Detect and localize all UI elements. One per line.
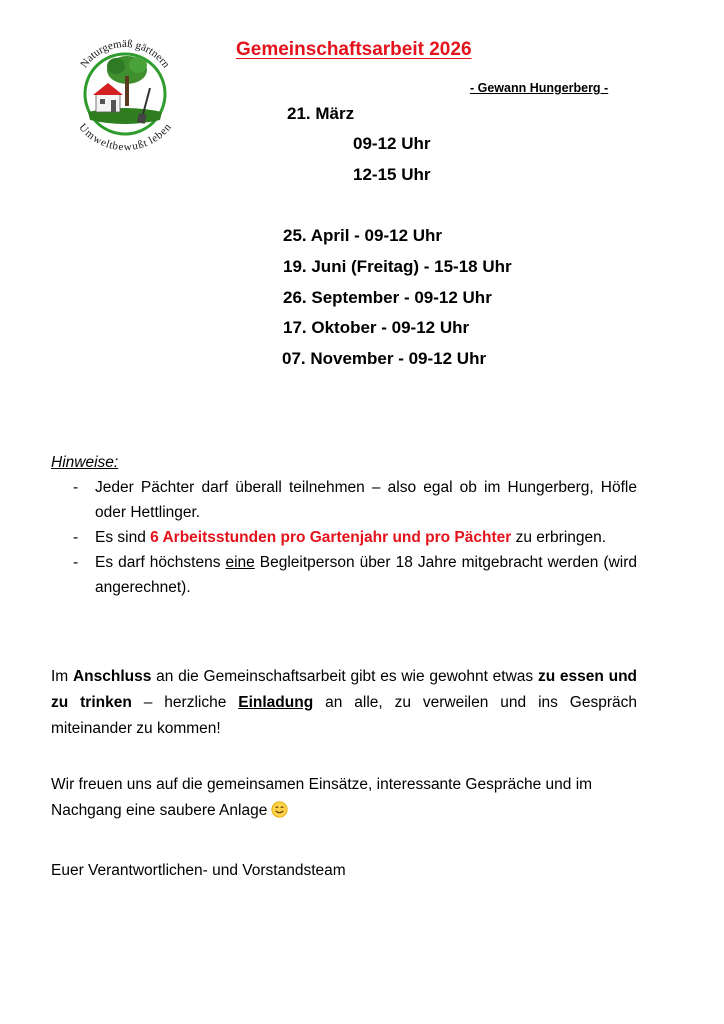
note-text: Es sind xyxy=(95,529,151,546)
note-text: Es darf höchstens xyxy=(95,554,226,571)
list-item xyxy=(51,550,637,600)
notes-section xyxy=(51,450,637,600)
bold-underline-text: Einladung xyxy=(238,694,314,711)
garden-logo-icon xyxy=(64,30,186,152)
list-item xyxy=(51,475,637,525)
date-maerz: 21. März xyxy=(287,104,355,123)
signature: Euer Verantwortlichen- und Vorstandsteam xyxy=(51,862,346,879)
note-text: Begleitperson über 18 Jahre mitgebracht werden (wird angerechnet). xyxy=(95,554,638,596)
smiley-icon xyxy=(271,801,288,818)
invitation-paragraph xyxy=(51,664,637,742)
list-item xyxy=(51,525,637,550)
date-maerz-slot-2: 12-15 Uhr xyxy=(353,165,431,184)
date-oktober: 17. Oktober - 09-12 Uhr xyxy=(283,318,470,337)
date-september: 26. September - 09-12 Uhr xyxy=(283,288,492,307)
closing-text: Wir freuen uns auf die gemeinsamen Einsätze, interessante Gespräche und im Nachgang eine saubere Anlage xyxy=(51,776,593,819)
note-highlight: 6 Arbeitsstunden pro Gartenjahr und pro Pächter xyxy=(150,529,512,546)
date-maerz-slot-1: 09-12 Uhr xyxy=(353,134,431,153)
date-november: 07. November - 09-12 Uhr xyxy=(282,349,487,368)
bold-text: zu essen und zu trinken xyxy=(51,668,638,711)
date-april: 25. April - 09-12 Uhr xyxy=(283,226,443,245)
logo-top-text: Naturgemäß gärtnern xyxy=(78,37,172,71)
logo-bottom-text: Umweltbewußt leben xyxy=(76,121,174,152)
note-text: Jeder Pächter darf überall teilnehmen – also egal ob im Hungerberg, Höfle oder Hettlinger. xyxy=(95,479,637,521)
note-underline: eine xyxy=(225,554,255,571)
text: Im xyxy=(51,668,73,685)
location-subtitle: - Gewann Hungerberg - xyxy=(470,81,609,95)
date-juni: 19. Juni (Freitag) - 15-18 Uhr xyxy=(283,257,512,276)
notes-heading: Hinweise: xyxy=(51,454,119,471)
text: an die Gemeinschaftsarbeit gibt es wie gewohnt etwas xyxy=(151,668,538,685)
closing-paragraph xyxy=(51,772,637,824)
note-text: zu erbringen. xyxy=(511,529,607,546)
text: an alle, zu verweilen und ins Gespräch miteinander zu kommen! xyxy=(51,694,638,737)
notes-list xyxy=(51,475,637,600)
page-title: Gemeinschaftsarbeit 2026 xyxy=(236,39,472,60)
text: – herzliche xyxy=(131,694,239,711)
bold-text: Anschluss xyxy=(72,668,152,685)
